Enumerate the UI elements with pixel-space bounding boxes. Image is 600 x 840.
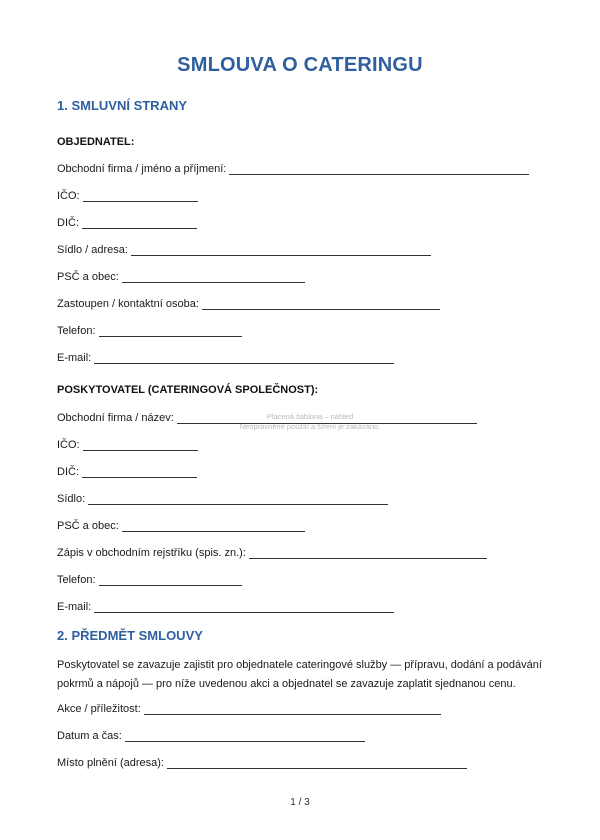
field-blank[interactable] — [125, 732, 365, 742]
objednatel-heading: OBJEDNATEL: — [57, 136, 135, 148]
objednatel-dic-field[interactable] — [57, 217, 197, 229]
watermark-line: Neoprávněné použití a šíření je zakázáno. — [239, 422, 381, 431]
field-label: DIČ: — [57, 466, 79, 478]
poskytovatel-dic-field[interactable] — [57, 466, 197, 478]
section-heading-subject: 2. PŘEDMĚT SMLOUVY — [57, 628, 203, 643]
event-occasion-field[interactable] — [57, 703, 441, 715]
field-label: Sídlo / adresa: — [57, 244, 128, 256]
field-blank[interactable] — [82, 219, 197, 229]
document-title: SMLOUVA O CATERINGU — [177, 54, 423, 76]
field-label: Obchodní firma / název: — [57, 412, 174, 424]
field-blank[interactable] — [249, 549, 487, 559]
field-blank[interactable] — [99, 327, 242, 337]
field-label: IČO: — [57, 190, 80, 202]
field-blank[interactable] — [122, 522, 305, 532]
subject-paragraph: Poskytovatel se zavazuje zajistit pro objednatele cateringové služby — přípravu, dodání a podávání pokrmů a nápojů — pro níže uvedenou akci a objednatel se zavazuje zaplatit sjednanou cenu. — [57, 659, 542, 690]
poskytovatel-email-field[interactable] — [57, 601, 394, 613]
poskytovatel-heading: POSKYTOVATEL (CATERINGOVÁ SPOLEČNOST): — [57, 384, 319, 396]
objednatel-address-field[interactable] — [57, 244, 431, 256]
objednatel-phone-field[interactable] — [57, 325, 242, 337]
field-label: Akce / příležitost: — [57, 703, 141, 715]
field-label: PSČ a obec: — [57, 271, 119, 283]
field-blank[interactable] — [167, 759, 467, 769]
field-label: IČO: — [57, 439, 80, 451]
field-label: Telefon: — [57, 574, 96, 586]
section-heading-parties: 1. SMLUVNÍ STRANY — [57, 98, 188, 113]
poskytovatel-phone-field[interactable] — [57, 574, 242, 586]
field-blank[interactable] — [229, 165, 529, 175]
field-blank[interactable] — [122, 273, 305, 283]
field-blank[interactable] — [88, 495, 388, 505]
poskytovatel-address-field[interactable] — [57, 493, 388, 505]
field-blank[interactable] — [94, 354, 394, 364]
field-label: E-mail: — [57, 352, 92, 364]
field-blank[interactable] — [144, 705, 441, 715]
field-label: Telefon: — [57, 325, 96, 337]
field-label: Místo plnění (adresa): — [57, 757, 164, 769]
field-blank[interactable] — [99, 576, 242, 586]
field-label: DIČ: — [57, 217, 79, 229]
field-label: Sídlo: — [57, 493, 86, 505]
field-blank[interactable] — [82, 468, 197, 478]
page-number: 1 / 3 — [290, 797, 310, 808]
field-blank[interactable] — [83, 192, 198, 202]
poskytovatel-name-field[interactable] — [57, 412, 477, 424]
objednatel-name-field[interactable] — [57, 163, 529, 175]
watermark-line: Placená šablona – náhled — [266, 412, 354, 421]
poskytovatel-ico-field[interactable] — [57, 439, 198, 451]
field-label: Datum a čas: — [57, 730, 122, 742]
field-blank[interactable] — [202, 300, 440, 310]
field-label: Zastoupen / kontaktní osoba: — [57, 298, 199, 310]
field-blank[interactable] — [177, 414, 477, 424]
event-datetime-field[interactable] — [57, 730, 365, 742]
field-label: PSČ a obec: — [57, 520, 119, 532]
field-blank[interactable] — [131, 246, 431, 256]
objednatel-contact-field[interactable] — [57, 298, 440, 310]
event-place-field[interactable] — [57, 757, 467, 769]
field-blank[interactable] — [83, 441, 198, 451]
field-label: Zápis v obchodním rejstříku (spis. zn.): — [57, 547, 246, 559]
objednatel-email-field[interactable] — [57, 352, 394, 364]
poskytovatel-psc-field[interactable] — [57, 520, 305, 532]
poskytovatel-register-field[interactable] — [57, 547, 487, 559]
objednatel-psc-field[interactable] — [57, 271, 305, 283]
objednatel-ico-field[interactable] — [57, 190, 198, 202]
field-label: E-mail: — [57, 601, 92, 613]
field-blank[interactable] — [94, 603, 394, 613]
field-label: Obchodní firma / jméno a příjmení: — [57, 163, 227, 175]
